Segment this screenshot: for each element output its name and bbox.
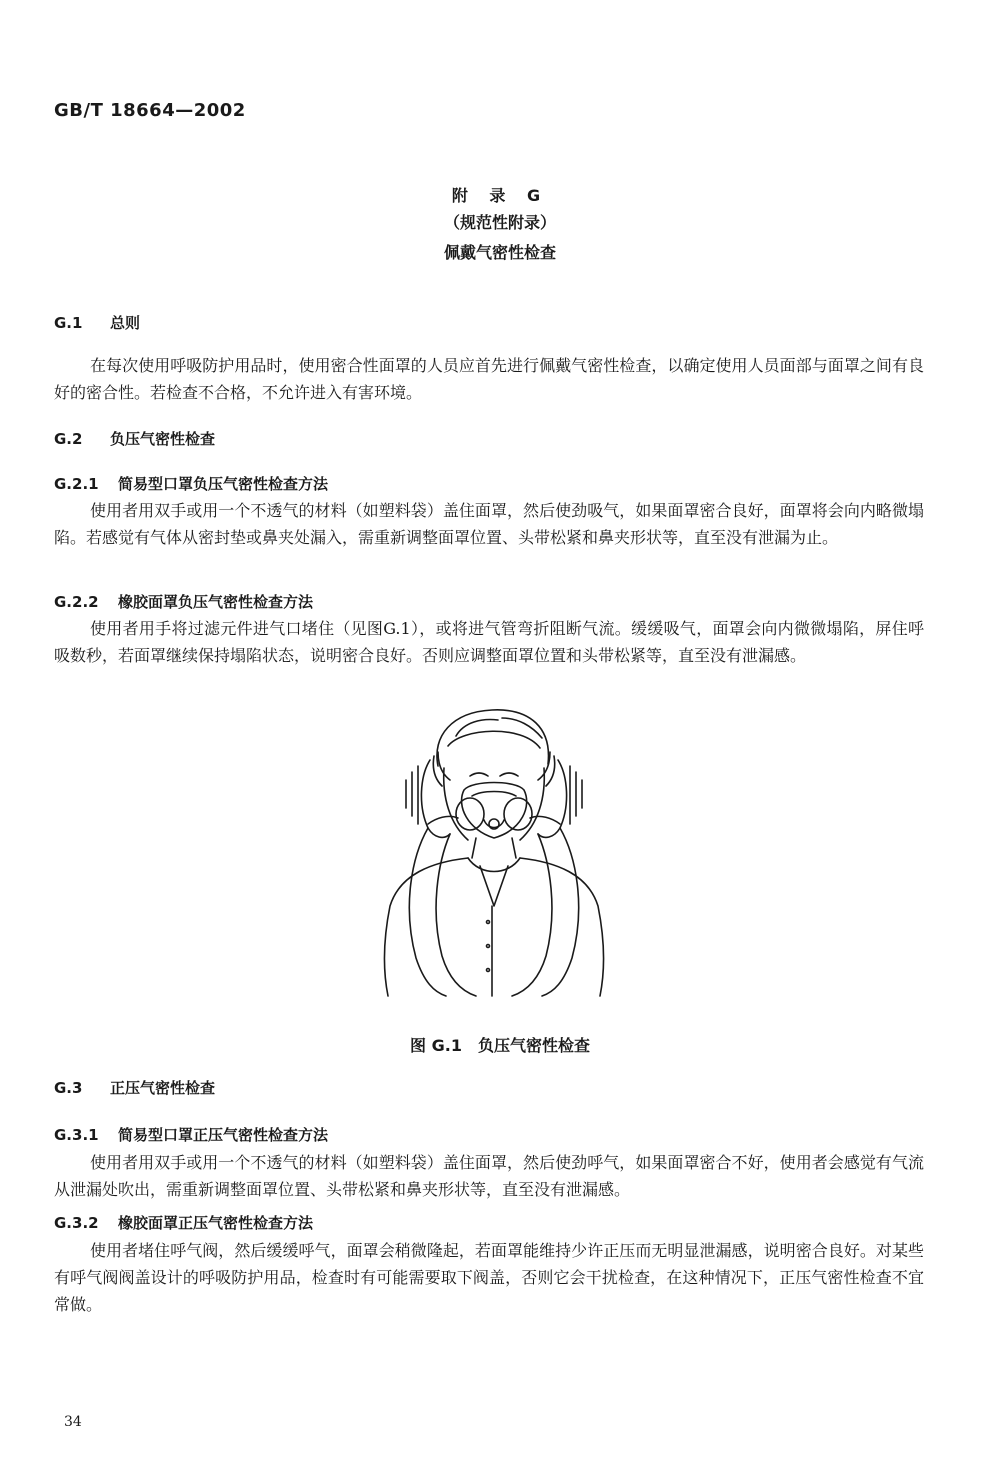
section-body-g32: 使用者堵住呼气阀，然后缓缓呼气，面罩会稍微隆起，若面罩能维持少许正压而无明显泄漏感，说明密合良好。对某些有呼气阀阀盖设计的呼吸防护用品，检查时有可能需要取下阀盖，否则它会干扰检查，在这种情况下，正压气密性检查不宜常做。 [54,1241,924,1314]
section-number: G.2 [54,430,83,448]
standard-code: GB/T 18664—2002 [54,100,246,121]
section-heading-g32 [54,1212,313,1233]
section-heading-g22 [54,591,313,612]
section-number: G.2.2 [54,593,99,611]
section-title: 负压气密性检查 [110,430,216,448]
section-heading-g3 [54,1077,215,1098]
section-title: 简易型口罩负压气密性检查方法 [118,475,329,493]
section-heading-g21 [54,473,328,494]
section-body-g1: 在每次使用呼吸防护用品时，使用密合性面罩的人员应首先进行佩戴气密性检查，以确定使用人员面部与面罩之间有良好的密合性。若检查不合格，不允许进入有害环境。 [54,356,924,402]
section-body-g21: 使用者用双手或用一个不透气的材料（如塑料袋）盖住面罩，然后使劲吸气，如果面罩密合良好，面罩将会向内略微塌陷。若感觉有气体从密封垫或鼻夹处漏入，需重新调整面罩位置、头带松紧和鼻夹形状等，直至没有泄漏为止。 [54,501,924,547]
page-number: 34 [64,1414,82,1430]
section-number: G.3 [54,1079,83,1097]
section-number: G.3.2 [54,1214,99,1232]
section-heading-g2 [54,428,215,449]
appendix-name: 佩戴气密性检查 [443,243,556,262]
section-title: 橡胶面罩正压气密性检查方法 [118,1214,314,1232]
section-body-g22: 使用者用手将过滤元件进气口堵住（见图G.1），或将进气管弯折阻断气流。缓缓吸气，面罩会向内微微塌陷，屏住呼吸数秒，若面罩继续保持塌陷状态，说明密合良好。否则应调整面罩位置和头带松紧等，直至没有泄漏感。 [54,619,924,665]
figure-illustration [372,706,624,998]
section-heading-g31 [54,1124,328,1145]
section-heading-g1 [54,312,140,333]
section-number: G.3.1 [54,1126,99,1144]
section-body-g31: 使用者用双手或用一个不透气的材料（如塑料袋）盖住面罩，然后使劲呼气，如果面罩密合不好，使用者会感觉有气流从泄漏处吹出，需重新调整面罩位置、头带松紧和鼻夹形状等，直至没有泄漏感。 [54,1153,924,1199]
appendix-title: 附 录 G [451,186,549,205]
section-title: 简易型口罩正压气密性检查方法 [118,1126,329,1144]
section-number: G.2.1 [54,475,99,493]
section-title: 正压气密性检查 [110,1079,216,1097]
section-number: G.1 [54,314,83,332]
section-title: 橡胶面罩负压气密性检查方法 [118,593,314,611]
appendix-type: （规范性附录） [443,213,556,232]
section-title: 总则 [110,314,141,332]
figure-caption: 图 G.1 负压气密性检查 [410,1036,590,1055]
